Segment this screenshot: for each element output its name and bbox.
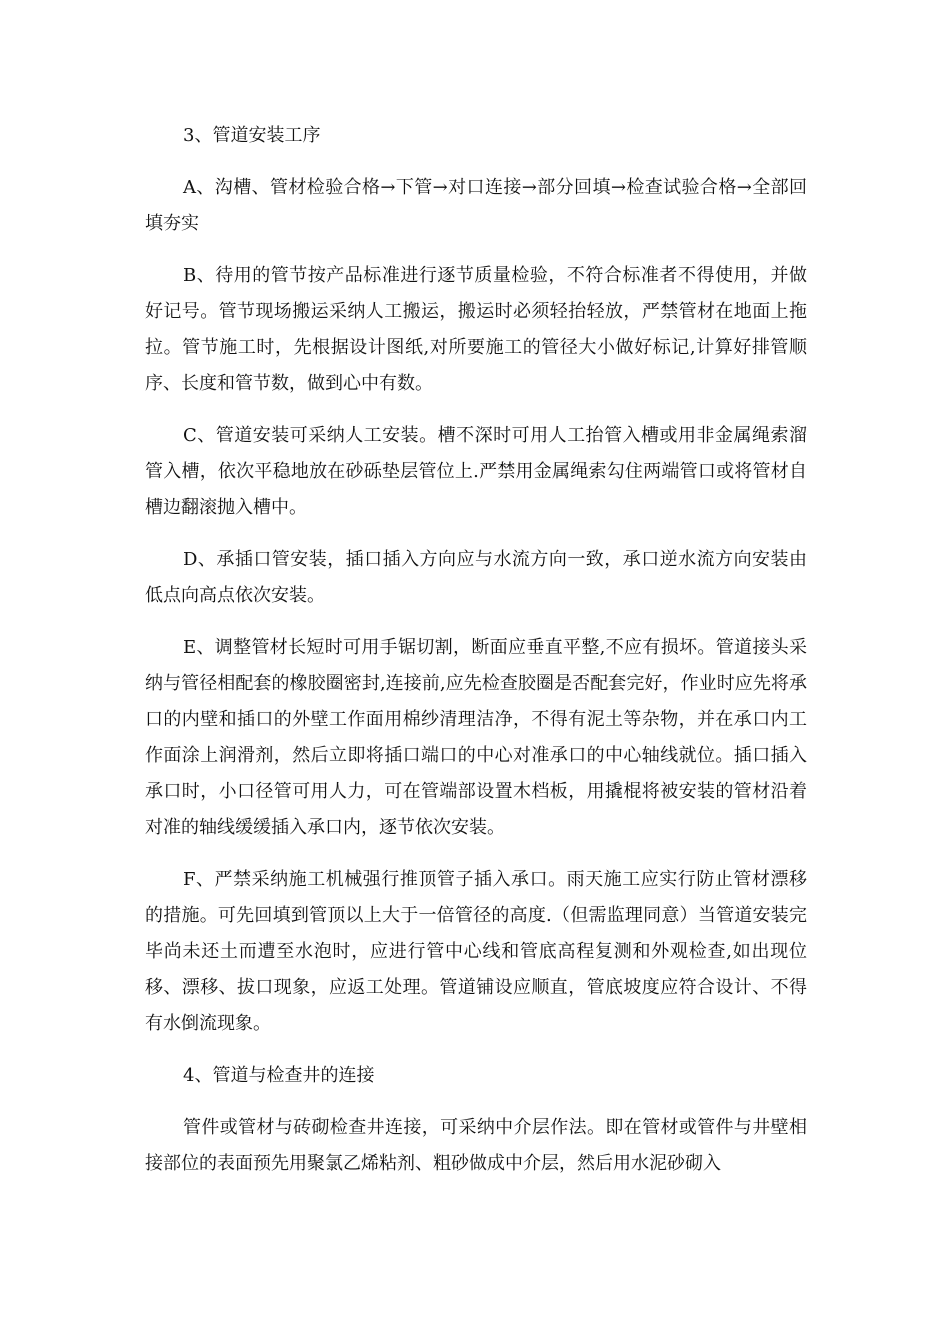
paragraph-a: A、沟槽、管材检验合格→下管→对口连接→部分回填→检查试验合格→全部回填夯实 [145,177,807,234]
paragraph-connection: 管件或管材与砖砌检查井连接，可采纳中介层作法。即在管材或管件与井壁相接部位的表面预先用聚氯乙烯粘剂、粗砂做成中介层，然后用水泥砂砌入 [145,1117,807,1174]
paragraph-d: D、承插口管安装，插口插入方向应与水流方向一致，承口逆水流方向安装由低点向高点依次安装。 [145,549,807,606]
document-body [145,118,807,1198]
paragraph-c: C、管道安装可采纳人工安装。槽不深时可用人工抬管入槽或用非金属绳索溜管入槽，依次平稳地放在砂砾垫层管位上.严禁用金属绳索勾住两端管口或将管材自槽边翻滚抛入槽中。 [145,425,807,518]
section-heading-3: 3、管道安装工序 [183,125,321,146]
section-heading-4: 4、管道与检查井的连接 [183,1065,375,1086]
paragraph-f: F、严禁采纳施工机械强行推顶管子插入承口。雨天施工应实行防止管材漂移的措施。可先回填到管顶以上大于一倍管径的高度.（但需监理同意）当管道安装完毕尚未还土而遭至水泡时，应进行管中心线和管底高程复测和外观检查,如出现位移、漂移、拔口现象，应返工处理。管道铺设应顺直，管底坡度应符合设计、不得有水倒流现象。 [145,869,807,1034]
paragraph-b: B、待用的管节按产品标准进行逐节质量检验，不符合标准者不得使用，并做好记号。管节现场搬运采纳人工搬运，搬运时必须轻抬轻放，严禁管材在地面上拖拉。管节施工时，先根据设计图纸,对所要施工的管径大小做好标记,计算好排管顺序、长度和管节数，做到心中有数。 [145,265,807,394]
paragraph-e: E、调整管材长短时可用手锯切割，断面应垂直平整,不应有损坏。管道接头采纳与管径相配套的橡胶圈密封,连接前,应先检查胶圈是否配套完好，作业时应先将承口的内壁和插口的外壁工作面用棉纱清理洁净，不得有泥土等杂物，并在承口内工作面涂上润滑剂，然后立即将插口端口的中心对准承口的中心轴线就位。插口插入承口时，小口径管可用人力，可在管端部设置木档板，用撬棍将被安装的管材沿着对准的轴线缓缓插入承口内，逐节依次安装。 [145,637,807,838]
